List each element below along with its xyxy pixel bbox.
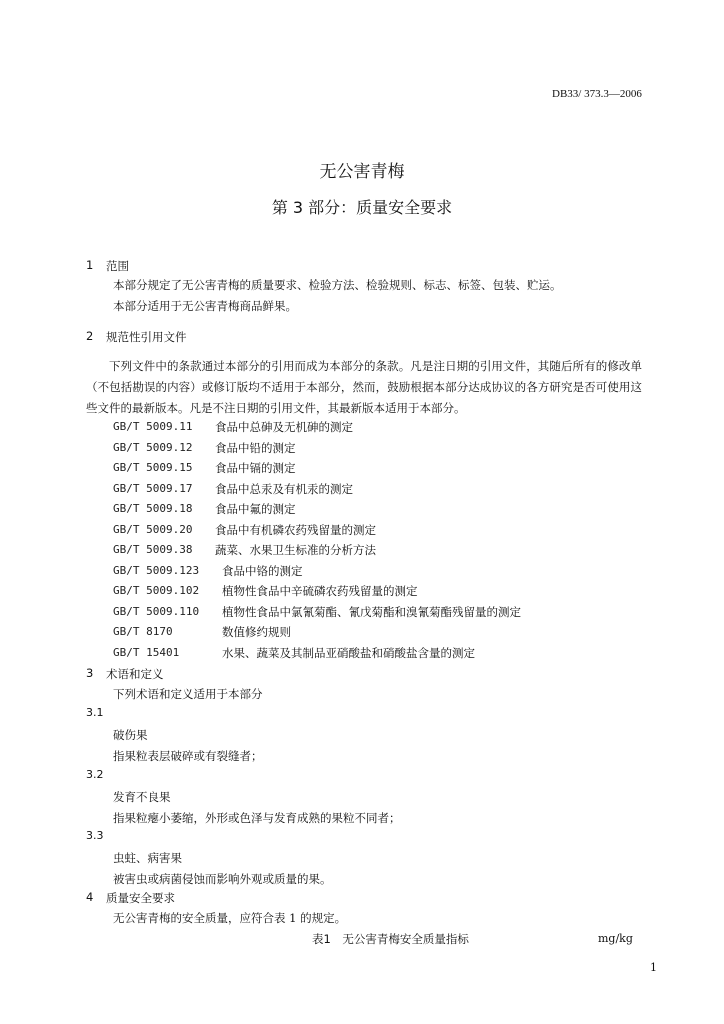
term-name: 发育不良果 [113, 790, 171, 804]
section-1-number: 1 [86, 258, 94, 272]
reference-title: 数值修约规则 [222, 625, 291, 639]
term-definition: 指果粒表层破碎或有裂缝者； [113, 749, 263, 763]
section-1-heading: 范围 [106, 259, 129, 273]
reference-title: 食品中铅的测定 [215, 441, 296, 455]
section-2-number: 2 [86, 329, 94, 343]
section-2-heading: 规范性引用文件 [106, 330, 187, 344]
reference-code: GB/T 5009.123 [113, 564, 200, 577]
reference-title: 食品中铬的测定 [222, 564, 303, 578]
section-2-intro: 下列文件中的条款通过本部分的引用而成为本部分的条款。凡是注日期的引用文件，其随后所有的修改单（不包括勘误的内容）或修订版均不适用于本部分，然而，鼓励根据本部分达成协议的各方研究是否可使用这些文件的最新版本。凡是不注日期的引用文件，其最新版本适用于本部分。 [86, 359, 642, 415]
term-definition: 被害虫或病菌侵蚀而影响外观或质量的果。 [113, 872, 332, 886]
document-title: 无公害青梅 [319, 162, 405, 182]
reference-code: GB/T 5009.110 [113, 605, 200, 618]
reference-code: GB/T 5009.11 [113, 420, 193, 433]
reference-code: GB/T 5009.12 [113, 441, 193, 454]
term-name: 虫蛀、病害果 [113, 851, 182, 865]
table-unit: mg/kg [598, 932, 633, 945]
term-number: 3.3 [86, 829, 104, 842]
reference-code: GB/T 5009.17 [113, 482, 193, 495]
reference-title: 水果、蔬菜及其制品亚硝酸盐和硝酸盐含量的测定 [222, 646, 475, 660]
section-4-paragraph: 无公害青梅的安全质量，应符合表 1 的规定。 [113, 911, 347, 925]
term-definition: 指果粒瘪小萎缩，外形或色泽与发育成熟的果粒不同者； [113, 811, 401, 825]
page-number: 1 [650, 961, 657, 974]
reference-title: 食品中总汞及有机汞的测定 [215, 482, 353, 496]
reference-title: 食品中氟的测定 [215, 502, 296, 516]
reference-title: 植物性食品中氯氰菊酯、氰戊菊酯和溴氰菊酯残留量的测定 [222, 605, 521, 619]
table-caption: 表1 无公害青梅安全质量指标 [312, 932, 469, 946]
reference-title: 食品中镉的测定 [215, 461, 296, 475]
reference-code: GB/T 15401 [113, 646, 180, 659]
document-subtitle: 第 3 部分：质量安全要求 [271, 198, 453, 217]
section-1-paragraph-2: 本部分适用于无公害青梅商品鲜果。 [113, 299, 297, 313]
term-number: 3.2 [86, 768, 104, 781]
section-1-paragraph-1: 本部分规定了无公害青梅的质量要求、检验方法、检验规则、标志、标签、包装、贮运。 [113, 278, 562, 292]
reference-code: GB/T 5009.15 [113, 461, 193, 474]
reference-title: 食品中有机磷农药残留量的测定 [215, 523, 376, 537]
document-number: DB33/ 373.3—2006 [552, 88, 642, 100]
reference-code: GB/T 5009.102 [113, 584, 200, 597]
section-4-number: 4 [86, 890, 94, 904]
term-number: 3.1 [86, 706, 104, 719]
term-name: 破伤果 [113, 728, 148, 742]
reference-code: GB/T 5009.38 [113, 543, 193, 556]
section-3-intro: 下列术语和定义适用于本部分 [113, 687, 263, 701]
reference-title: 植物性食品中辛硫磷农药残留量的测定 [222, 584, 418, 598]
section-4-heading: 质量安全要求 [106, 891, 175, 905]
reference-title: 食品中总砷及无机砷的测定 [215, 420, 353, 434]
reference-code: GB/T 8170 [113, 625, 173, 638]
reference-code: GB/T 5009.20 [113, 523, 193, 536]
reference-code: GB/T 5009.18 [113, 502, 193, 515]
reference-title: 蔬菜、水果卫生标准的分析方法 [215, 543, 376, 557]
section-3-heading: 术语和定义 [106, 667, 164, 681]
section-3-number: 3 [86, 666, 94, 680]
